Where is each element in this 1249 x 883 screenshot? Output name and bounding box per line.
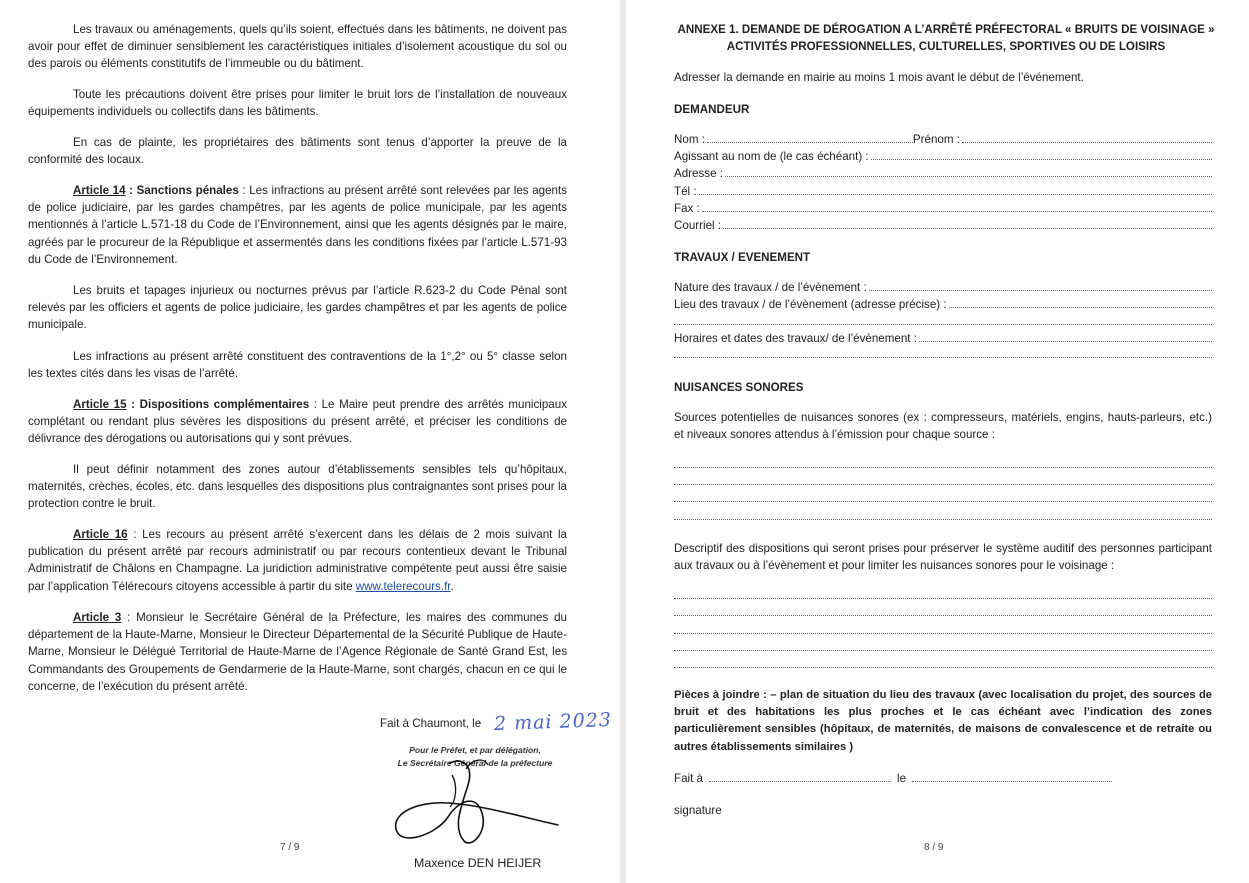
section-travaux: TRAVAUX / EVENEMENT: [674, 251, 811, 264]
descriptif-line-5[interactable]: [674, 667, 1212, 668]
fait-a-chaumont: Fait à Chaumont, le: [380, 717, 482, 730]
stamp-line-1: Pour le Préfet, et par délégation,: [409, 745, 541, 755]
article-14-title: Article 14: [73, 184, 126, 197]
sources-line-1[interactable]: [674, 467, 1212, 468]
intro-text: Adresser la demande en mairie au moins 1 mois avant le début de l’événement.: [674, 71, 1084, 84]
field-horaires[interactable]: Horaires et dates des travaux/ de l’évènement :: [674, 330, 1212, 347]
descriptif-line-1[interactable]: [674, 598, 1212, 599]
descriptif-text: Descriptif des dispositions qui seront prises pour préserver le système auditif des personnes participant aux travaux ou à l’évènement et pour limiter les nuisances sonores pour le voisinage :: [674, 542, 1212, 573]
field-fax[interactable]: Fax :: [674, 200, 1212, 217]
section-demandeur: DEMANDEUR: [674, 103, 750, 116]
article-3: Article 3 : Monsieur le Secrétaire Général de la Préfecture, les maires des communes du département de la Haute-Marne, Monsieur le Directeur Départemental de la Sécurité Publique de Haute-Marne, Monsieur le Délégué Territorial de Haute-Marne de l’Agence Régionale de Santé Grand Est, les Commandants des Groupements de Gendarmerie de la Haute-Marne, sont chargés, chacun en ce qui le concerne, de l’exécution du présent arrêté.: [28, 611, 567, 693]
article-14: Article 14 : Sanctions pénales : Les infractions au présent arrêté sont relevées par les agents de police judiciaire, par les gardes champêtres, par les agents de police municipale, par les agents mentionnés à l’article L.571-18 du Code de l’Environnement, ainsi que les agents désignés par le maire, agréés par le procureur de la République et assermentés dans les conditions fixées par l’article L.571-93 du Code de l’Environnement.: [28, 184, 568, 266]
section-nuisances: NUISANCES SONORES: [674, 381, 804, 394]
pieces-a-joindre: Pièces à joindre : – plan de situation du lieu des travaux (avec localisation du projet, des sources de bruit et des habitations les plus proches et le cas échéant avec l’indication des zones particulièrement sensibles (hôpitaux, de maternités, de maisons de convalescence et de retraite ou autres établissements similaires ): [674, 689, 1212, 753]
paragraph-contraventions: Les infractions au présent arrêté constituent des contraventions de la 1°,2° ou 5° classe selon les textes cités dans les visas de l’arrêté.: [28, 350, 567, 381]
field-courriel[interactable]: Courriel :: [674, 217, 1212, 234]
field-agissant[interactable]: Agissant au nom de (le cas échéant) :: [674, 148, 1212, 165]
paragraph-isolement: Les travaux ou aménagements, quels qu’ils soient, effectués dans les bâtiments, ne doivent pas avoir pour effet de diminuer sensiblement les caractéristiques initiales d’isolement acoustique du sol ou des parois ou éléments constitutifs de l’immeuble ou du bâtiment.: [28, 23, 567, 71]
signature-label: signature: [674, 804, 722, 817]
article-15: Article 15 : Dispositions complémentaires : Le Maire peut prendre des arrêtés municipaux complétant ou rendant plus sévères les dispositions du présent arrêté, et préciser les conditions de délivrance des dérogations ou autorisations qui y sont prévues.: [28, 398, 567, 446]
article-3-title: Article 3: [73, 611, 122, 624]
descriptif-line-3[interactable]: [674, 633, 1212, 634]
field-tel[interactable]: Tél :: [674, 183, 1212, 200]
paragraph-plainte: En cas de plainte, les propriétaires des bâtiments sont tenus d’apporter la preuve de la conformité des locaux.: [28, 136, 567, 167]
handwritten-date: 2 mai 2023: [493, 708, 613, 736]
sources-line-4[interactable]: [674, 519, 1212, 520]
page-7: [0, 0, 620, 883]
telerecours-link[interactable]: www.telerecours.fr: [355, 579, 451, 593]
field-nature[interactable]: Nature des travaux / de l’évènement :: [674, 279, 1212, 296]
field-nom[interactable]: Nom : Prénom :: [674, 131, 1212, 148]
page-number: 8 / 9: [924, 842, 944, 853]
article-16-title: Article 16: [73, 528, 128, 541]
signer-name: Maxence DEN HEIJER: [414, 856, 542, 870]
sources-text: Sources potentielles de nuisances sonores (ex : compresseurs, matériels, engins, hauts-parleurs, etc.) et niveaux sonores attendus à l’émission pour chaque source :: [674, 411, 1212, 442]
paragraph-precautions: Toute les précautions doivent être prises pour limiter le bruit lors de l’installation de nouveaux équipements individuels ou collectifs dans les bâtiments.: [28, 88, 567, 119]
descriptif-line-2[interactable]: [674, 615, 1212, 616]
field-adresse[interactable]: Adresse :: [674, 165, 1212, 182]
sources-line-2[interactable]: [674, 484, 1212, 485]
article-16: Article 16 : Les recours au présent arrêté s’exercent dans les délais de 2 mois suivant la publication du présent arrêté par recours administratif ou par recours contentieux devant le Tribunal Administratif de Châlons en Champagne. La juridiction administrative compétente peut aussi être saisie par l’application Télérecours citoyens accessible à partir du site www.telerecours.fr.: [28, 528, 568, 593]
paragraph-tapages: Les bruits et tapages injurieux ou nocturnes prévus par l’article R.623-2 du Code Pénal sont relevés par les officiers et agents de police judiciaire, les gardes champêtres et par les agents de police municipale.: [28, 284, 567, 332]
paragraph-zones: Il peut définir notamment des zones autour d’établissements sensibles tels qu’hôpitaux, maternités, crèches, écoles, etc. dans lesquelles des dispositions plus contraignantes sont prises pour la protection contre le bruit.: [28, 463, 567, 511]
page-8: [626, 0, 1249, 883]
sources-line-3[interactable]: [674, 501, 1212, 502]
stamp-line-2: Le Secrétaire Général de la préfecture: [397, 758, 553, 768]
field-lieu-continuation[interactable]: [674, 324, 1212, 325]
annexe-title-line-1: ANNEXE 1. DEMANDE DE DÉROGATION A L’ARRÊTÉ PRÉFECTORAL « BRUITS DE VOISINAGE »: [677, 23, 1215, 36]
annexe-title-line-2: ACTIVITÉS PROFESSIONNELLES, CULTURELLES, SPORTIVES OU DE LOISIRS: [726, 40, 1166, 53]
field-lieu[interactable]: Lieu des travaux / de l’évènement (adresse précise) :: [674, 296, 1212, 313]
article-15-title: Article 15: [73, 398, 127, 411]
field-fait-a[interactable]: Fait à le: [674, 770, 1212, 787]
signature-scribble: [392, 755, 562, 855]
page-number: 7 / 9: [280, 842, 300, 853]
descriptif-line-4[interactable]: [674, 650, 1212, 651]
field-horaires-continuation[interactable]: [674, 357, 1212, 358]
